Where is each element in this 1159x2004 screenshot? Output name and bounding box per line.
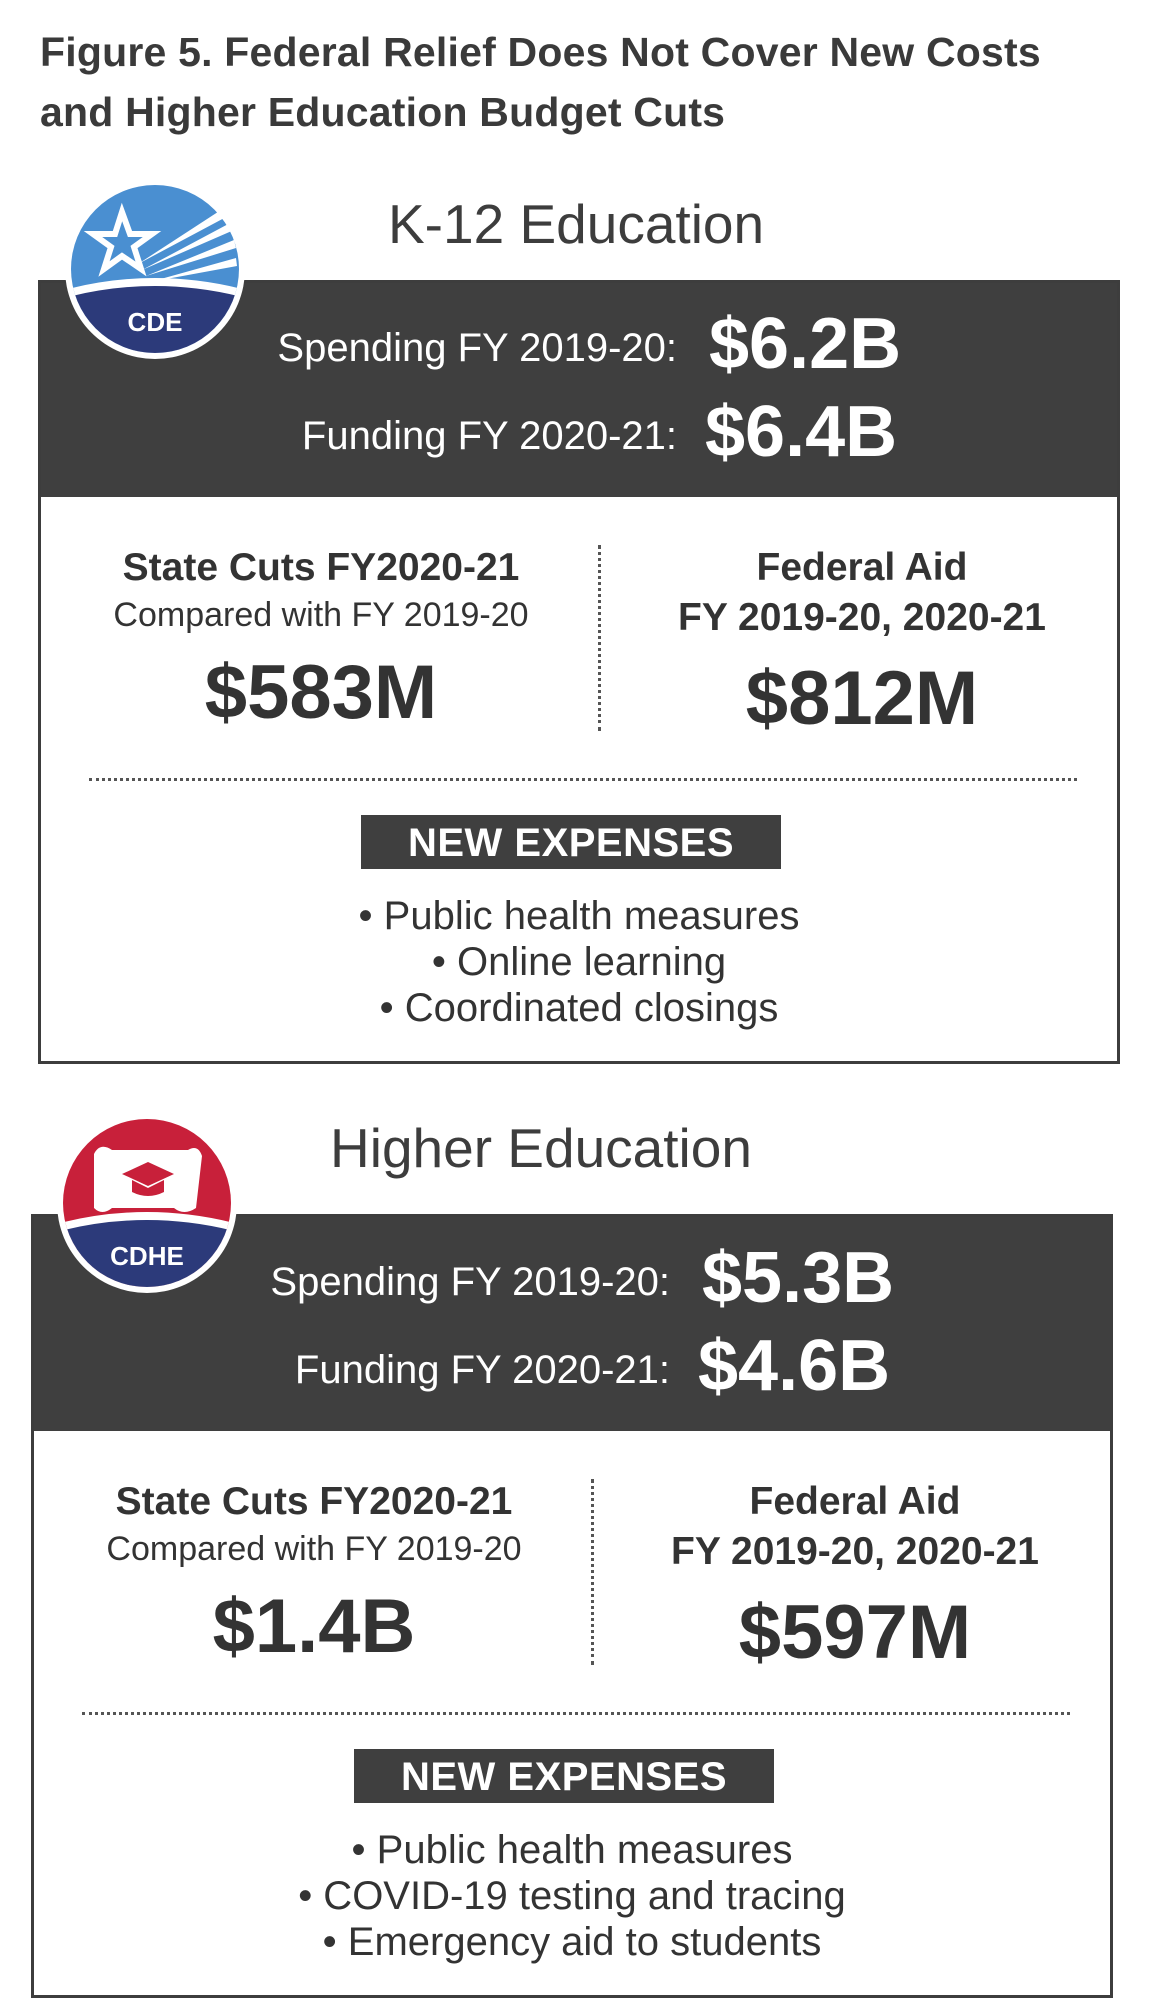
higher-ed-spending-label: Spending FY 2019-20: bbox=[270, 1260, 670, 1304]
k12-panel bbox=[38, 280, 1120, 1064]
list-item: • COVID-19 testing and tracing bbox=[298, 1874, 846, 1918]
k12-spending-label: Spending FY 2019-20: bbox=[277, 326, 677, 370]
k12-state-cuts-subheading: Compared with FY 2019-20 bbox=[113, 596, 529, 634]
higher-ed-row-divider bbox=[82, 1712, 1070, 1715]
higher-ed-state-cuts-heading: State Cuts FY2020-21 bbox=[115, 1480, 513, 1523]
k12-state-cuts-heading: State Cuts FY2020-21 bbox=[122, 546, 520, 589]
higher-ed-expenses-list bbox=[34, 1827, 1110, 1965]
k12-federal-aid-value: $812M bbox=[745, 656, 979, 741]
k12-federal-aid bbox=[601, 543, 1123, 749]
higher-ed-spending-value: $5.3B bbox=[702, 1238, 895, 1318]
higher-ed-new-expenses-badge: NEW EXPENSES bbox=[354, 1749, 774, 1803]
higher-ed-federal-aid bbox=[594, 1477, 1116, 1683]
k12-row-divider bbox=[89, 778, 1077, 781]
k12-new-expenses-badge: NEW EXPENSES bbox=[361, 815, 781, 869]
diploma-graduation-cap-icon bbox=[94, 1147, 202, 1212]
higher-ed-funding-value: $4.6B bbox=[698, 1326, 891, 1406]
higher-ed-federal-aid-years: FY 2019-20, 2020-21 bbox=[671, 1530, 1039, 1573]
k12-funding-label: Funding FY 2020-21: bbox=[301, 414, 677, 458]
k12-spending-value: $6.2B bbox=[709, 304, 902, 384]
figure-title: Figure 5. Federal Relief Does Not Cover New Costs and Higher Education Budget Cuts bbox=[40, 29, 1041, 135]
higher-ed-panel bbox=[31, 1214, 1113, 1998]
higher-ed-state-cuts-value: $1.4B bbox=[212, 1584, 416, 1669]
list-item: • Emergency aid to students bbox=[322, 1920, 822, 1964]
k12-expenses-list bbox=[41, 893, 1117, 1031]
cdhe-logo bbox=[56, 1112, 238, 1294]
k12-state-cuts-value: $583M bbox=[204, 650, 438, 735]
cde-logo-text: CDE bbox=[127, 307, 183, 337]
list-item: • Public health measures bbox=[351, 1828, 793, 1872]
k12-section-title: K-12 Education bbox=[388, 193, 765, 255]
higher-ed-funding-label: Funding FY 2020-21: bbox=[294, 1348, 670, 1392]
k12-federal-aid-years: FY 2019-20, 2020-21 bbox=[678, 596, 1046, 639]
list-item: • Public health measures bbox=[358, 894, 800, 938]
higher-ed-section-title: Higher Education bbox=[330, 1117, 752, 1179]
higher-ed-federal-aid-value: $597M bbox=[738, 1590, 972, 1675]
cde-logo bbox=[64, 178, 246, 360]
higher-ed-federal-aid-heading: Federal Aid bbox=[749, 1480, 961, 1523]
list-item: • Coordinated closings bbox=[379, 986, 779, 1030]
k12-funding-value: $6.4B bbox=[705, 392, 898, 472]
higher-ed-state-cuts bbox=[34, 1477, 594, 1677]
list-item: • Online learning bbox=[431, 940, 727, 984]
k12-federal-aid-heading: Federal Aid bbox=[756, 546, 968, 589]
k12-state-cuts bbox=[41, 543, 601, 743]
cdhe-logo-text: CDHE bbox=[110, 1241, 184, 1271]
higher-ed-state-cuts-subheading: Compared with FY 2019-20 bbox=[106, 1530, 522, 1568]
